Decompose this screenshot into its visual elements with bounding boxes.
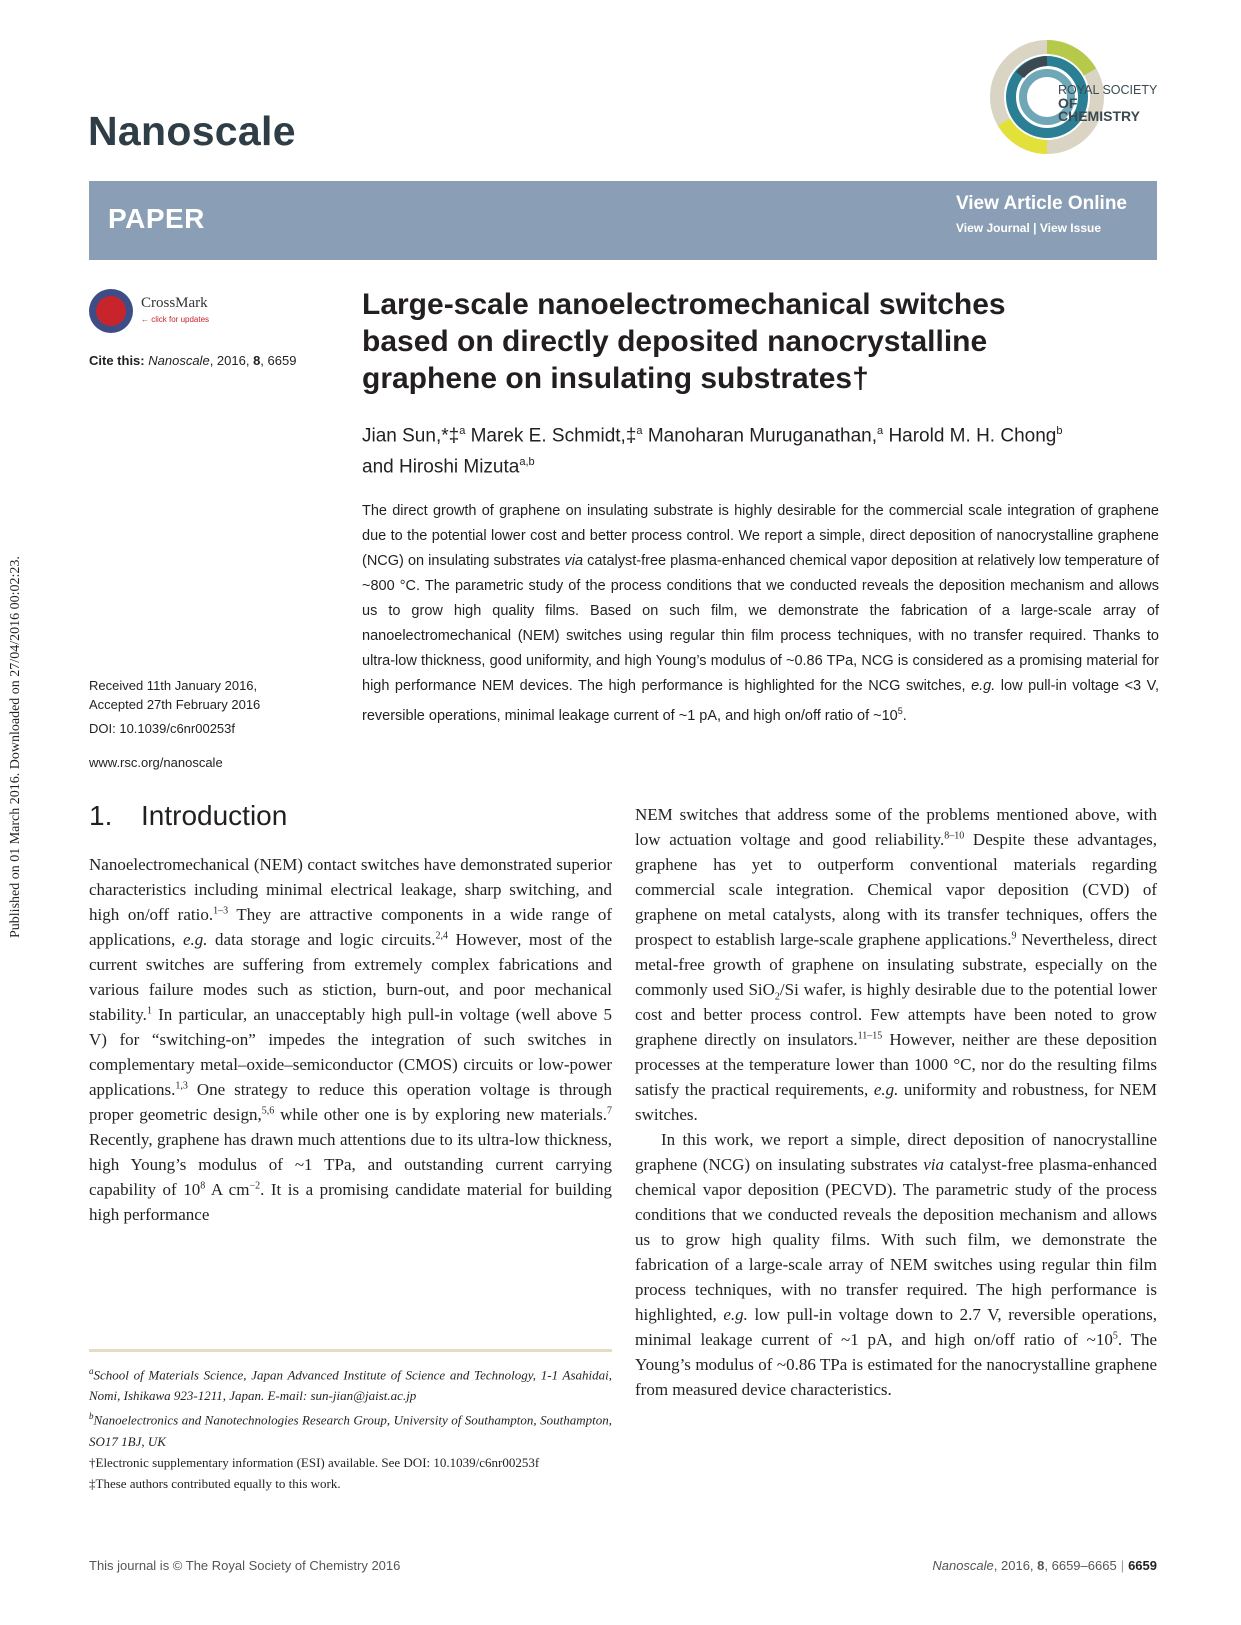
crossmark-label: CrossMark <box>141 295 208 311</box>
crossmark-badge[interactable] <box>89 287 229 337</box>
text-run: e.g. <box>723 1305 748 1324</box>
received-accepted <box>89 676 260 714</box>
text-run: 9 <box>1011 930 1017 942</box>
text-run: 2,4 <box>435 930 448 942</box>
text-run: 1,3 <box>175 1080 188 1092</box>
footnote-esi: †Electronic supplementary information (ESI) available. See DOI: 10.1039/c6nr00253f <box>89 1454 540 1470</box>
text-run: A cm <box>205 1180 250 1199</box>
text-run: . The Young’s modulus of ~0.86 TPa is estimated for the nanocrystalline graphene from measured device characteristics. <box>635 1330 1157 1399</box>
footer-copyright: This journal is © The Royal Society of Chemistry 2016 <box>89 1558 401 1573</box>
section-title: Introduction <box>141 800 288 831</box>
article-type: PAPER <box>108 203 205 234</box>
paragraph <box>635 802 1157 1127</box>
publication-stamp: Published on 01 March 2016. Downloaded on 27/04/2016 00:02:23. <box>8 556 23 938</box>
article-title <box>362 286 1122 397</box>
logo-line1: ROYAL SOCIETY <box>1058 83 1158 97</box>
view-journal-link[interactable]: View Journal <box>955 221 1030 235</box>
paragraph <box>635 1127 1157 1402</box>
title-line: Large-scale nanoelectromechanical switches <box>362 288 1006 321</box>
text-run: However, neither are these deposition processes at the temperature lower than 1000 °C, nor do the resulting films satisfy the practical requirements, <box>635 1030 1157 1099</box>
abstract: The direct growth of graphene on insulating substrate is highly desirable for the commercial scale integration of graphene due to the potential lower cost and better process control. We report a simple, direct deposition of nanocrystalline graphene (NCG) on insulating substrates via catalyst-free plasma-enhanced chemical vapor deposition at relatively low temperature of ~800 °C. The parametric study of the process conditions that we conducted reveals the deposition mechanism and allows us to grow high quality films. Based on such film, we demonstrate the fabrication of a large-scale array of nanoelectromechanical (NEM) switches using regular thin film process techniques, with no transfer required. Thanks to ultra-low thickness, good uniformity, and high Young’s modulus of ~0.86 TPa, NCG is considered as a promising material for high performance NEM devices. The high performance is highlighted for the NCG switches, e.g. low pull-in voltage <3 V, reversible operations, minimal leakage current of ~1 pA, and high on/off ratio of $\sim 10^5$. <box>362 503 1159 724</box>
banner-sub-links <box>956 221 1101 235</box>
journal-title: Nanoscale <box>88 108 296 154</box>
text-run: via <box>923 1155 944 1174</box>
text-run: 11–15 <box>857 1030 883 1042</box>
text-run: −2 <box>249 1180 261 1192</box>
intro-column-right <box>635 802 1157 1402</box>
crossmark-icon <box>89 289 133 333</box>
text-run: In particular, an unacceptably high pull-in voltage (well above 5 V) for “switching-on” impedes the integration of such switches in complementary metal–oxide–semiconductor (CMOS) circuits or low-power applications. <box>89 1005 612 1099</box>
text-run: /Si wafer, is highly desirable due to the potential lower cost and better process control. Few attempts have been noted to grow graphene directly on insulators. <box>635 980 1157 1049</box>
author-name[interactable]: and Hiroshi Mizuta <box>362 456 520 478</box>
text-run: Despite these advantages, graphene has yet to outperform conventional materials regarding commercial scale integration. Chemical vapor deposition (CVD) of graphene on metal catalysts, along with its transfer techniques, offers the prospect to establish large-scale graphene applications. <box>635 830 1157 949</box>
text-run: Nevertheless, direct metal-free growth of graphene on insulating substrate, especially on the commonly used SiO <box>635 930 1157 999</box>
text-run: . It is a promising candidate material for building high performance <box>89 1180 613 1224</box>
doi[interactable]: DOI: 10.1039/c6nr00253f <box>89 721 235 736</box>
text-run: uniformity and robustness, for NEM switches. <box>635 1080 1157 1124</box>
crossmark-sub: ← click for updates <box>141 315 210 324</box>
footnote-divider <box>89 1349 612 1352</box>
citation: Cite this: Nanoscale, 2016, 8, 6659 <box>89 353 297 368</box>
author-name[interactable]: Harold M. H. Chong <box>888 425 1057 447</box>
footnotes <box>89 1361 612 1494</box>
title-line: graphene on insulating substrates† <box>362 362 869 395</box>
author-name[interactable]: Marek E. Schmidt, <box>470 425 626 447</box>
logo-line2: OF CHEMISTRY <box>1058 95 1140 124</box>
text-run: catalyst-free plasma-enhanced chemical vapor deposition (PECVD). The parametric study of the process conditions that we conducted reveals the deposition mechanism and allows us to grow high quality films. With such film, we demonstrate the fabrication of a large-scale array of NEM switches using regular thin film process techniques, with no transfer required. The high performance is highlighted, <box>635 1155 1157 1324</box>
text-run: low pull-in voltage down to 2.7 V, reversible operations, minimal leakage current of ~1 pA, and high on/off ratio of ~10 <box>635 1305 1157 1349</box>
text-run: However, most of the current switches are suffering from extremely complex fabrications and various failure modes such as stiction, burn-out, and poor mechanical stability. <box>89 930 612 1024</box>
author-name[interactable]: Jian Sun, <box>362 425 442 447</box>
text-run: Recently, graphene has drawn much attentions due to its ultra-low thickness, high Young’s modulus of ~1 TPa, and outstanding current carrying capability of 10 <box>89 1130 612 1199</box>
text-run: They are attractive components in a wide range of applications, <box>89 905 612 949</box>
intro-column-left <box>89 852 612 1227</box>
journal-url[interactable]: www.rsc.org/nanoscale <box>89 755 223 770</box>
text-run: 7 <box>607 1105 612 1117</box>
text-run: NEM switches that address some of the problems mentioned above, with low actuation voltage and good reliability. <box>635 805 1157 849</box>
text-run: data storage and logic circuits. <box>207 930 436 949</box>
text-run: e.g. <box>873 1080 899 1099</box>
section-heading <box>89 800 287 832</box>
article-banner <box>89 181 1157 260</box>
section-number: 1. <box>89 800 113 831</box>
text-run: 1–3 <box>213 905 229 917</box>
text-run: 8 <box>200 1180 206 1192</box>
text-run: 8–10 <box>944 830 965 842</box>
page-number: 6659 <box>1128 1558 1157 1573</box>
rsc-logo[interactable] <box>990 40 1160 155</box>
view-article-online-link[interactable]: View Article Online <box>955 193 1127 214</box>
footnote-affiliation-b: $^b$Nanoelectronics and Nanotechnologies Research Group, University of Southampton, Southampton, SO17 1BJ, UK <box>89 1411 612 1449</box>
text-run: One strategy to reduce this operation voltage is through proper geometric design, <box>89 1080 612 1124</box>
text-run: e.g. <box>182 930 208 949</box>
text-run: while other one is by exploring new materials. <box>274 1105 607 1124</box>
title-line: based on directly deposited nanocrystalline <box>362 325 988 358</box>
author-name[interactable]: Manoharan Muruganathan, <box>647 425 878 447</box>
received-date: Received 11th January 2016, <box>89 678 258 693</box>
text-run: 5,6 <box>261 1105 275 1117</box>
footer-citation: Nanoscale, 2016, 8, 6659–6665 | 6659 <box>932 1558 1157 1573</box>
banner-separator: | <box>1033 221 1037 235</box>
view-issue-link[interactable]: View Issue <box>1039 221 1101 235</box>
author-list: Jian Sun,*‡$^a$ Marek E. Schmidt,‡$^a$ Manoharan Muruganathan,$^a$ Harold M. H. Chong$^b$ and Hiroshi Mizuta$^{a,b}$ <box>362 425 1063 478</box>
text-run: In this work, we report a simple, direct deposition of nanocrystalline graphene (NCG) on insulating substrates <box>635 1130 1157 1174</box>
text-run: 1 <box>146 1005 152 1017</box>
accepted-date: Accepted 27th February 2016 <box>89 697 261 712</box>
footnote-affiliation-a: $^a$School of Materials Science, Japan Advanced Institute of Science and Technology, 1-1 Asahidai, Nomi, Ishikawa 923-1211, Japan. E-mail: sun-jian@jaist.ac.jp <box>89 1366 612 1404</box>
text-run: 2 <box>774 991 780 1003</box>
footnote-equal-contribution: ‡These authors contributed equally to this work. <box>89 1475 341 1491</box>
text-run: 5 <box>1112 1330 1118 1342</box>
text-run: Nanoelectromechanical (NEM) contact switches have demonstrated superior characteristics including minimal electrical leakage, sharp switching, and high on/off ratio. <box>89 855 612 924</box>
